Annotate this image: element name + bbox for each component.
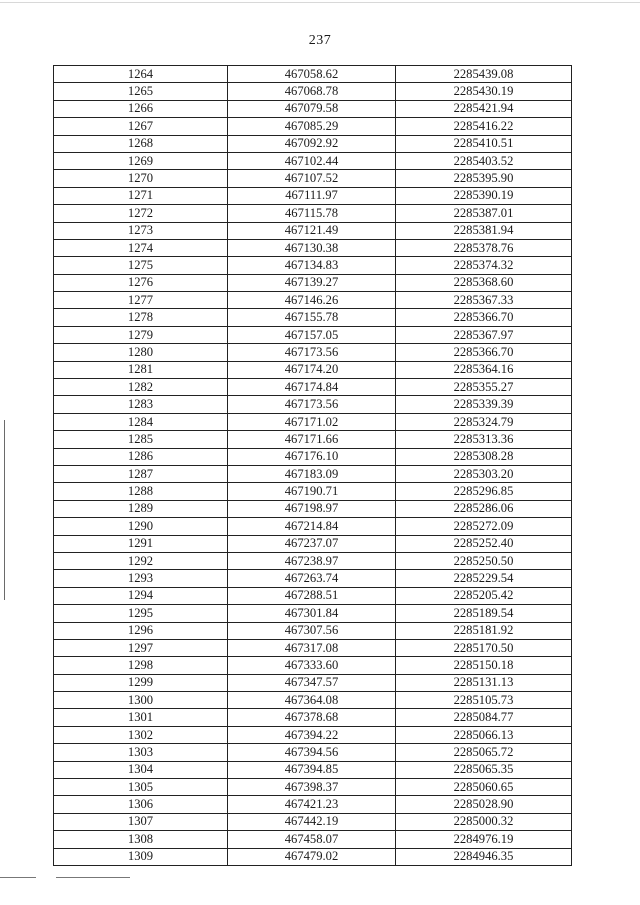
- x-coordinate-cell: 467238.97: [228, 552, 396, 569]
- x-coordinate-cell: 467107.52: [228, 170, 396, 187]
- point-number-cell: 1272: [54, 205, 228, 222]
- y-coordinate-cell: 2285410.51: [396, 135, 572, 152]
- x-coordinate-cell: 467333.60: [228, 657, 396, 674]
- y-coordinate-cell: 2285430.19: [396, 83, 572, 100]
- x-coordinate-cell: 467394.85: [228, 761, 396, 778]
- table-row: [54, 205, 572, 222]
- table-row: [54, 135, 572, 152]
- x-coordinate-cell: 467364.08: [228, 692, 396, 709]
- table-row: [54, 118, 572, 135]
- y-coordinate-cell: 2285367.97: [396, 326, 572, 343]
- point-number-cell: 1267: [54, 118, 228, 135]
- point-number-cell: 1294: [54, 587, 228, 604]
- table-row: [54, 796, 572, 813]
- y-coordinate-cell: 2285066.13: [396, 726, 572, 743]
- y-coordinate-cell: 2285000.32: [396, 813, 572, 830]
- table-row: [54, 587, 572, 604]
- table-row: [54, 222, 572, 239]
- x-coordinate-cell: 467139.27: [228, 274, 396, 291]
- point-number-cell: 1278: [54, 309, 228, 326]
- x-coordinate-cell: 467378.68: [228, 709, 396, 726]
- y-coordinate-cell: 2285339.39: [396, 396, 572, 413]
- point-number-cell: 1299: [54, 674, 228, 691]
- table-row: [54, 379, 572, 396]
- point-number-cell: 1304: [54, 761, 228, 778]
- y-coordinate-cell: 2284976.19: [396, 831, 572, 848]
- x-coordinate-cell: 467085.29: [228, 118, 396, 135]
- x-coordinate-cell: 467190.71: [228, 483, 396, 500]
- point-number-cell: 1271: [54, 187, 228, 204]
- y-coordinate-cell: 2285181.92: [396, 622, 572, 639]
- x-coordinate-cell: 467146.26: [228, 292, 396, 309]
- y-coordinate-cell: 2285084.77: [396, 709, 572, 726]
- x-coordinate-cell: 467176.10: [228, 448, 396, 465]
- point-number-cell: 1264: [54, 66, 228, 83]
- table-row: [54, 83, 572, 100]
- x-coordinate-cell: 467394.56: [228, 744, 396, 761]
- x-coordinate-cell: 467394.22: [228, 726, 396, 743]
- y-coordinate-cell: 2285368.60: [396, 274, 572, 291]
- y-coordinate-cell: 2285364.16: [396, 361, 572, 378]
- point-number-cell: 1283: [54, 396, 228, 413]
- table-row: [54, 483, 572, 500]
- point-number-cell: 1295: [54, 605, 228, 622]
- point-number-cell: 1302: [54, 726, 228, 743]
- point-number-cell: 1270: [54, 170, 228, 187]
- y-coordinate-cell: 2285028.90: [396, 796, 572, 813]
- x-coordinate-cell: 467134.83: [228, 257, 396, 274]
- table-row: [54, 274, 572, 291]
- y-coordinate-cell: 2285421.94: [396, 100, 572, 117]
- y-coordinate-cell: 2285272.09: [396, 518, 572, 535]
- x-coordinate-cell: 467263.74: [228, 570, 396, 587]
- x-coordinate-cell: 467079.58: [228, 100, 396, 117]
- y-coordinate-cell: 2285252.40: [396, 535, 572, 552]
- point-number-cell: 1300: [54, 692, 228, 709]
- table-row: [54, 657, 572, 674]
- table-row: [54, 239, 572, 256]
- x-coordinate-cell: 467174.20: [228, 361, 396, 378]
- y-coordinate-cell: 2285390.19: [396, 187, 572, 204]
- y-coordinate-cell: 2285170.50: [396, 639, 572, 656]
- y-coordinate-cell: 2285205.42: [396, 587, 572, 604]
- point-number-cell: 1293: [54, 570, 228, 587]
- table-row: [54, 552, 572, 569]
- table-row: [54, 500, 572, 517]
- y-coordinate-cell: 2285308.28: [396, 448, 572, 465]
- point-number-cell: 1284: [54, 413, 228, 430]
- point-number-cell: 1289: [54, 500, 228, 517]
- x-coordinate-cell: 467173.56: [228, 344, 396, 361]
- x-coordinate-cell: 467317.08: [228, 639, 396, 656]
- x-coordinate-cell: 467183.09: [228, 465, 396, 482]
- footer-rule-left: [0, 877, 36, 878]
- y-coordinate-cell: 2285381.94: [396, 222, 572, 239]
- x-coordinate-cell: 467307.56: [228, 622, 396, 639]
- point-number-cell: 1303: [54, 744, 228, 761]
- y-coordinate-cell: 2285366.70: [396, 344, 572, 361]
- page-number: 237: [308, 33, 332, 48]
- y-coordinate-cell: 2285313.36: [396, 431, 572, 448]
- x-coordinate-cell: 467174.84: [228, 379, 396, 396]
- coordinate-table-body: [54, 66, 572, 866]
- point-number-cell: 1292: [54, 552, 228, 569]
- x-coordinate-cell: 467157.05: [228, 326, 396, 343]
- point-number-cell: 1290: [54, 518, 228, 535]
- y-coordinate-cell: 2285189.54: [396, 605, 572, 622]
- x-coordinate-cell: 467421.23: [228, 796, 396, 813]
- point-number-cell: 1277: [54, 292, 228, 309]
- x-coordinate-cell: 467058.62: [228, 66, 396, 83]
- x-coordinate-cell: 467347.57: [228, 674, 396, 691]
- x-coordinate-cell: 467115.78: [228, 205, 396, 222]
- coordinate-table: [53, 65, 572, 866]
- y-coordinate-cell: 2285229.54: [396, 570, 572, 587]
- y-coordinate-cell: 2285374.32: [396, 257, 572, 274]
- table-row: [54, 170, 572, 187]
- point-number-cell: 1282: [54, 379, 228, 396]
- x-coordinate-cell: 467173.56: [228, 396, 396, 413]
- scan-edge-top: [0, 2, 640, 3]
- y-coordinate-cell: 2285250.50: [396, 552, 572, 569]
- table-row: [54, 292, 572, 309]
- table-row: [54, 361, 572, 378]
- y-coordinate-cell: 2285303.20: [396, 465, 572, 482]
- point-number-cell: 1275: [54, 257, 228, 274]
- point-number-cell: 1265: [54, 83, 228, 100]
- y-coordinate-cell: 2284946.35: [396, 848, 572, 865]
- y-coordinate-cell: 2285439.08: [396, 66, 572, 83]
- y-coordinate-cell: 2285105.73: [396, 692, 572, 709]
- point-number-cell: 1297: [54, 639, 228, 656]
- y-coordinate-cell: 2285324.79: [396, 413, 572, 430]
- table-row: [54, 100, 572, 117]
- point-number-cell: 1286: [54, 448, 228, 465]
- y-coordinate-cell: 2285366.70: [396, 309, 572, 326]
- point-number-cell: 1273: [54, 222, 228, 239]
- table-row: [54, 779, 572, 796]
- scan-edge-left: [4, 420, 5, 600]
- table-row: [54, 692, 572, 709]
- point-number-cell: 1288: [54, 483, 228, 500]
- y-coordinate-cell: 2285286.06: [396, 500, 572, 517]
- x-coordinate-cell: 467121.49: [228, 222, 396, 239]
- table-row: [54, 152, 572, 169]
- point-number-cell: 1280: [54, 344, 228, 361]
- point-number-cell: 1296: [54, 622, 228, 639]
- point-number-cell: 1306: [54, 796, 228, 813]
- table-row: [54, 448, 572, 465]
- table-row: [54, 848, 572, 865]
- x-coordinate-cell: 467398.37: [228, 779, 396, 796]
- y-coordinate-cell: 2285355.27: [396, 379, 572, 396]
- table-row: [54, 535, 572, 552]
- y-coordinate-cell: 2285150.18: [396, 657, 572, 674]
- point-number-cell: 1274: [54, 239, 228, 256]
- point-number-cell: 1305: [54, 779, 228, 796]
- table-row: [54, 66, 572, 83]
- table-row: [54, 639, 572, 656]
- x-coordinate-cell: 467092.92: [228, 135, 396, 152]
- table-row: [54, 709, 572, 726]
- y-coordinate-cell: 2285065.35: [396, 761, 572, 778]
- point-number-cell: 1308: [54, 831, 228, 848]
- point-number-cell: 1268: [54, 135, 228, 152]
- y-coordinate-cell: 2285403.52: [396, 152, 572, 169]
- table-row: [54, 187, 572, 204]
- table-row: [54, 413, 572, 430]
- point-number-cell: 1291: [54, 535, 228, 552]
- point-number-cell: 1266: [54, 100, 228, 117]
- y-coordinate-cell: 2285395.90: [396, 170, 572, 187]
- table-row: [54, 605, 572, 622]
- x-coordinate-cell: 467442.19: [228, 813, 396, 830]
- table-row: [54, 726, 572, 743]
- x-coordinate-cell: 467198.97: [228, 500, 396, 517]
- table-row: [54, 831, 572, 848]
- table-row: [54, 622, 572, 639]
- table-row: [54, 396, 572, 413]
- y-coordinate-cell: 2285296.85: [396, 483, 572, 500]
- table-row: [54, 257, 572, 274]
- table-row: [54, 813, 572, 830]
- x-coordinate-cell: 467288.51: [228, 587, 396, 604]
- y-coordinate-cell: 2285416.22: [396, 118, 572, 135]
- point-number-cell: 1269: [54, 152, 228, 169]
- x-coordinate-cell: 467171.66: [228, 431, 396, 448]
- x-coordinate-cell: 467458.07: [228, 831, 396, 848]
- table-row: [54, 431, 572, 448]
- y-coordinate-cell: 2285065.72: [396, 744, 572, 761]
- point-number-cell: 1276: [54, 274, 228, 291]
- point-number-cell: 1301: [54, 709, 228, 726]
- point-number-cell: 1281: [54, 361, 228, 378]
- x-coordinate-cell: 467479.02: [228, 848, 396, 865]
- x-coordinate-cell: 467171.02: [228, 413, 396, 430]
- point-number-cell: 1307: [54, 813, 228, 830]
- x-coordinate-cell: 467301.84: [228, 605, 396, 622]
- table-row: [54, 674, 572, 691]
- y-coordinate-cell: 2285131.13: [396, 674, 572, 691]
- y-coordinate-cell: 2285387.01: [396, 205, 572, 222]
- point-number-cell: 1298: [54, 657, 228, 674]
- table-row: [54, 326, 572, 343]
- table-row: [54, 344, 572, 361]
- y-coordinate-cell: 2285367.33: [396, 292, 572, 309]
- footer-rule-right: [56, 877, 130, 878]
- point-number-cell: 1279: [54, 326, 228, 343]
- x-coordinate-cell: 467237.07: [228, 535, 396, 552]
- x-coordinate-cell: 467102.44: [228, 152, 396, 169]
- table-row: [54, 309, 572, 326]
- point-number-cell: 1285: [54, 431, 228, 448]
- table-row: [54, 744, 572, 761]
- table-row: [54, 761, 572, 778]
- x-coordinate-cell: 467155.78: [228, 309, 396, 326]
- x-coordinate-cell: 467111.97: [228, 187, 396, 204]
- x-coordinate-cell: 467068.78: [228, 83, 396, 100]
- point-number-cell: 1287: [54, 465, 228, 482]
- y-coordinate-cell: 2285378.76: [396, 239, 572, 256]
- x-coordinate-cell: 467214.84: [228, 518, 396, 535]
- x-coordinate-cell: 467130.38: [228, 239, 396, 256]
- table-row: [54, 570, 572, 587]
- point-number-cell: 1309: [54, 848, 228, 865]
- y-coordinate-cell: 2285060.65: [396, 779, 572, 796]
- table-row: [54, 465, 572, 482]
- table-row: [54, 518, 572, 535]
